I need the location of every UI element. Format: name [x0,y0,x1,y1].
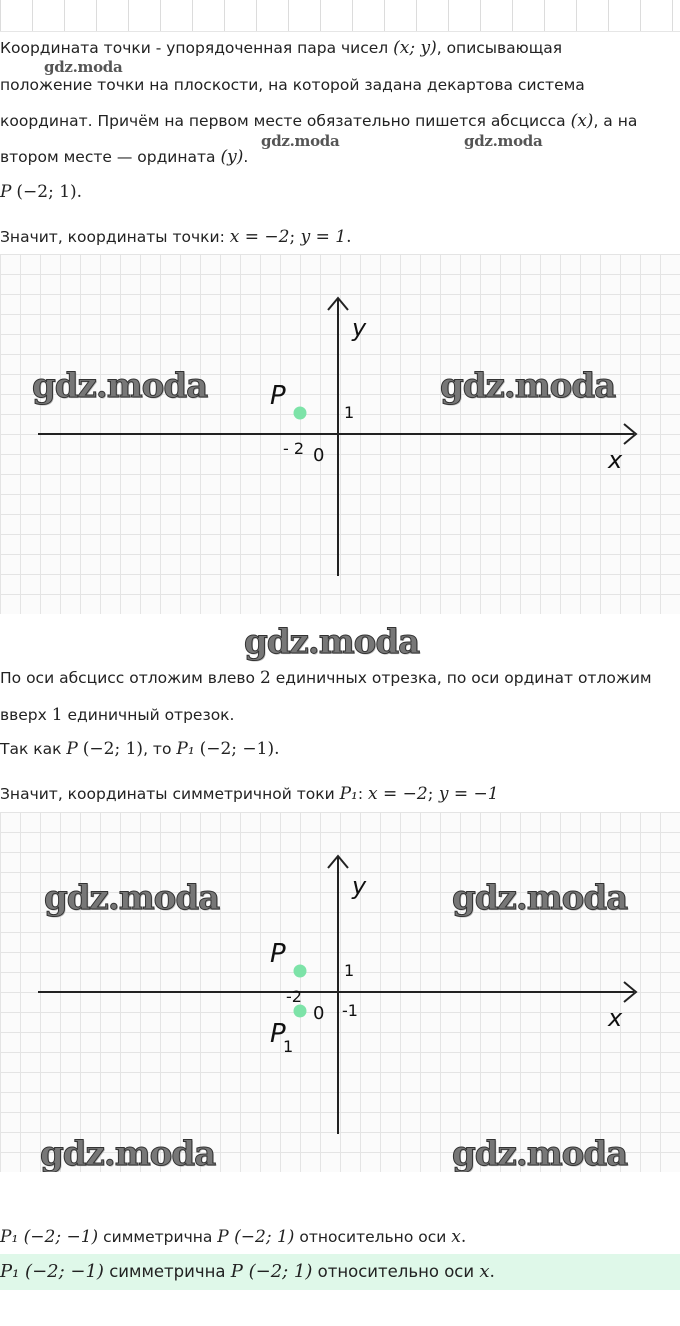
explain-line-1: По оси абсцисс отложим влево 2 единичных отрезка, по оси ординат отложим [0,668,652,688]
tick-label-y-positive: 1 [344,961,355,980]
point-p-line: P (−2; 1). [0,182,83,202]
origin-label: 0 [313,1003,325,1024]
point-p-label: P [270,939,286,969]
top-grid-strip [0,0,680,32]
watermark: gdz.moda [40,1134,216,1172]
x-axis-label: x [608,446,623,474]
intro-line-4: втором месте — ордината (y). [0,147,249,167]
y-axis [328,856,348,1134]
intro-line-1: Координата точки - упорядоченная пара чисел (x; y), описывающая [0,38,563,58]
watermark: gdz.moda [464,132,543,150]
symmetric-coords-line: Значит, координаты симметричной токи P₁: x = −2; y = −1 [0,784,499,804]
point-p [294,965,307,978]
x-axis-label: x [608,1004,623,1032]
watermark: gdz.moda [452,1134,628,1172]
point-p [294,407,307,420]
explain-line-2: вверх 1 единичный отрезок. [0,705,235,725]
origin-label: 0 [313,445,325,466]
conclusion-line: P₁ (−2; −1) симметрична P (−2; 1) относительно оси x. [0,1227,467,1247]
y-axis [328,298,348,576]
since-line: Так как P (−2; 1), то P₁ (−2; −1). [0,739,280,759]
intro-line-2: положение точки на плоскости, на которой задана декартова система [0,76,585,94]
point-p-label: P [270,381,286,411]
coordinate-graph-2 [0,812,680,1172]
tick-label-x: -2 [286,987,302,1006]
watermark: gdz.moda [261,132,340,150]
watermark: gdz.moda [44,58,123,76]
point-p1-subscript: 1 [283,1037,294,1056]
coordinate-graph-1 [0,254,680,614]
intro-line-3: координат. Причём на первом месте обязательно пишется абсцисса (x), а на [0,111,638,131]
watermark: gdz.moda [440,366,616,406]
answer-highlight [0,1254,680,1290]
watermark: gdz.moda [32,366,208,406]
watermark: gdz.moda [44,878,220,918]
conclusion-answer-line: P₁ (−2; −1) симметрична P (−2; 1) относительно оси x. [0,1261,495,1282]
point-p1 [294,1005,307,1018]
y-axis-label: y [352,872,367,900]
coords-line: Значит, координаты точки: x = −2; y = 1. [0,227,352,247]
watermark: gdz.moda [452,878,628,918]
tick-label-y: 1 [344,403,355,422]
tick-label-x: - 2 [283,439,305,458]
tick-label-y-negative: -1 [342,1001,358,1020]
point-p1-label: P [270,1019,286,1049]
y-axis-label: y [352,314,367,342]
watermark: gdz.moda [244,622,420,662]
